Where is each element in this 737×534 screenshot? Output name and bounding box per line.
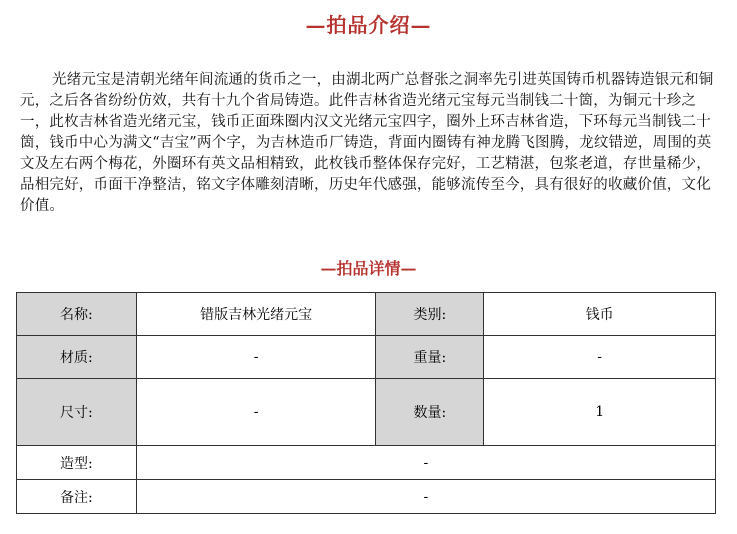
table-row bbox=[17, 480, 716, 514]
table-row bbox=[17, 293, 716, 336]
page-title: —拍品介绍— bbox=[305, 13, 432, 37]
table-row bbox=[17, 379, 716, 446]
remark-value: - bbox=[136, 480, 715, 514]
weight-label: 重量: bbox=[376, 336, 484, 379]
shape-label: 造型: bbox=[17, 446, 137, 480]
details-table bbox=[16, 292, 716, 514]
material-label: 材质: bbox=[17, 336, 137, 379]
size-value: - bbox=[136, 379, 376, 446]
table-row bbox=[17, 446, 716, 480]
weight-value: - bbox=[484, 336, 716, 379]
quantity-value: 1 bbox=[484, 379, 716, 446]
category-value: 钱币 bbox=[484, 293, 716, 336]
size-label: 尺寸: bbox=[17, 379, 137, 446]
shape-value: - bbox=[136, 446, 715, 480]
table-row bbox=[17, 336, 716, 379]
remark-label: 备注: bbox=[17, 480, 137, 514]
material-value: - bbox=[136, 336, 376, 379]
intro-paragraph: 光绪元宝是清朝光绪年间流通的货币之一，由湖北两广总督张之洞率先引进英国铸币机器铸造银元和铜元，之后各省纷纷仿效，共有十九个省局铸造。此件吉林省造光绪元宝每元当制钱二十箇，为铜元十珍之一，此枚吉林省造光绪元宝，钱币正面珠圈内汉文光绪元宝四字，圈外上环吉林省造，下环每元当制钱二十箇，钱币中心为满文“吉宝”两个字，为吉林造币厂铸造，背面内圈铸有神龙腾飞图腾，龙纹错逆，周围的英文及左右两个梅花，外圈环有英文品相精致，此枚钱币整体保存完好，工艺精湛，包浆老道，存世量稀少，品相完好，币面干净整洁，铭文字体雕刻清晰，历史年代感强，能够流传至今，具有很好的收藏价值，文化价值。 bbox=[20, 72, 714, 214]
name-label: 名称: bbox=[17, 293, 137, 336]
name-value: 错版吉林光绪元宝 bbox=[136, 293, 376, 336]
section-title-details: —拍品详情— bbox=[320, 259, 417, 278]
quantity-label: 数量: bbox=[376, 379, 484, 446]
category-label: 类别: bbox=[376, 293, 484, 336]
